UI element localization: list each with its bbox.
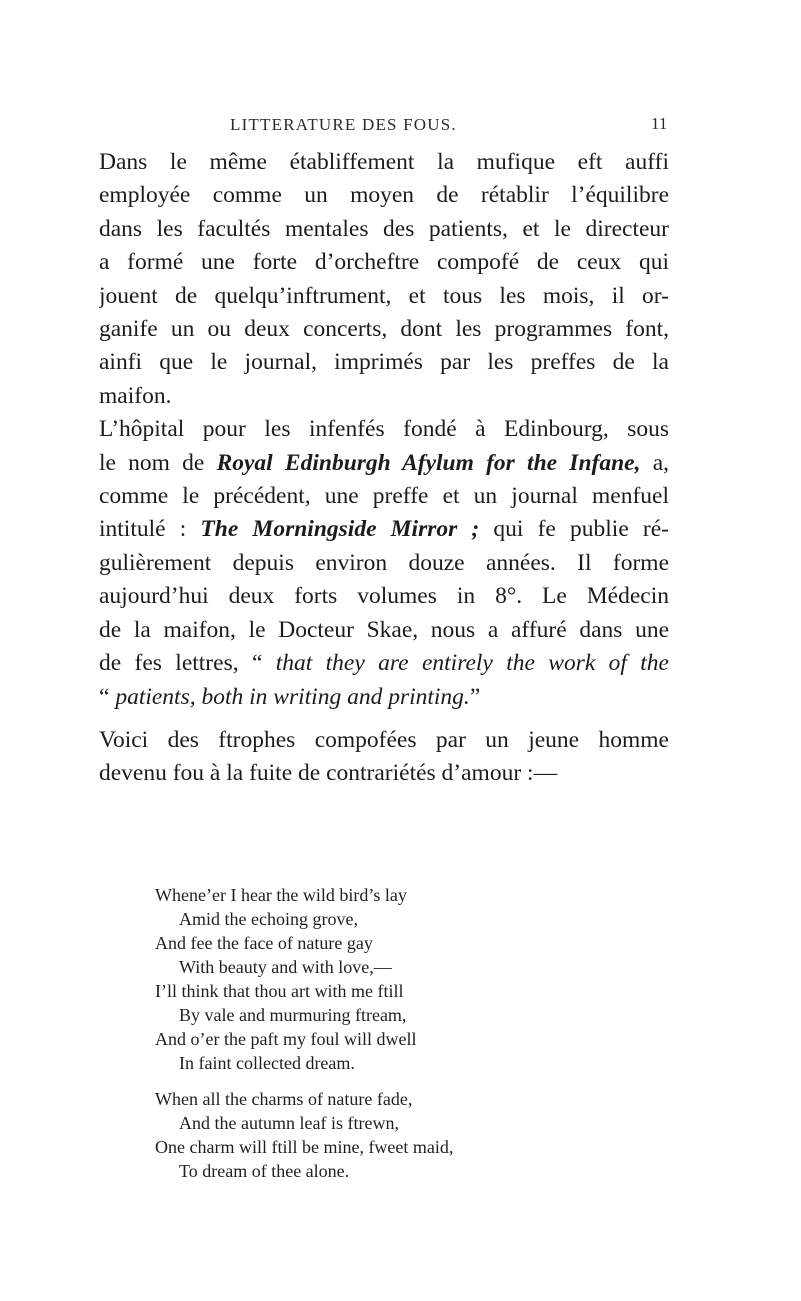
poem-line: When all the charms of nature fade,: [155, 1089, 413, 1109]
paragraph-1-line: employée comme un moyen de rétablir l’équilibre: [99, 182, 669, 209]
poem-line: With beauty and with love,—: [179, 957, 392, 977]
paragraph-2-line: [99, 447, 669, 480]
poem-line: Whene’er I hear the wild bird’s lay: [155, 885, 407, 905]
paragraph-2-line: L’hôpital pour les infenfés fondé à Edinbourg, sous: [99, 416, 669, 443]
paragraph-2-line: de la maifon, le Docteur Skae, nous a affuré dans une: [99, 616, 669, 643]
text-run: “: [99, 683, 116, 710]
paragraph-1-line: a formé une forte d’orcheftre compofé de ceux qui: [99, 249, 669, 276]
page-number: 11: [651, 114, 668, 133]
quotation: patients, both in writing and printing.: [115, 683, 470, 710]
poem-line: And the autumn leaf is ftrewn,: [179, 1113, 399, 1133]
poem-line: In faint collected dream.: [179, 1053, 355, 1073]
paragraph-1-line: maifon.: [99, 382, 172, 409]
paragraph-2-line: [99, 513, 669, 546]
poem-line: One charm will ftill be mine, fweet maid,: [155, 1137, 454, 1157]
text-run: le nom de: [99, 449, 217, 476]
body-text: [99, 146, 669, 791]
text-run: qui fe publie ré-: [479, 516, 669, 543]
running-title: LITTERATURE DES FOUS.: [230, 115, 457, 134]
paragraph-3-line: devenu fou à la fuite de contrariétés d’amour :—: [99, 760, 558, 787]
paragraph-2-line: [99, 647, 669, 680]
text-run: ”: [469, 683, 481, 710]
text-run: a,: [640, 449, 669, 476]
paragraph-2-line: comme le précédent, une preffe et un journal menfuel: [99, 483, 669, 510]
paragraph-1-line: Dans le même établiffement la mufique eft auffi: [99, 149, 669, 175]
poem-line: To dream of thee alone.: [179, 1161, 350, 1181]
text-run: intitulé :: [99, 516, 201, 543]
paragraph-2-line: [99, 681, 669, 714]
asylum-name: Royal Edinburgh Afylum for the Infane,: [216, 449, 641, 476]
text-run: de fes lettres, “: [99, 650, 276, 677]
poem-line: Amid the echoing grove,: [179, 909, 358, 929]
poem-line: And fee the face of nature gay: [155, 933, 373, 953]
paragraph-3-line: Voici des ftrophes compofées par un jeune homme: [99, 726, 669, 753]
paragraph-2-line: gulièrement depuis environ douze années. Il forme: [99, 549, 669, 576]
poem-line: By vale and murmuring ftream,: [179, 1005, 407, 1025]
paragraph-1-line: ganife un ou deux concerts, dont les programmes font,: [99, 316, 669, 343]
paragraph-1-line: dans les facultés mentales des patients, et le directeur: [99, 215, 669, 242]
paragraph-2-line: aujourd’hui deux forts volumes in 8°. Le Médecin: [99, 583, 669, 610]
paragraph-1-line: ainfi que le journal, imprimés par les preffes de la: [99, 349, 669, 376]
quotation: that they are entirely the work of the: [275, 650, 669, 677]
journal-title: The Morningside Mirror ;: [200, 516, 480, 543]
paragraph-1-line: jouent de quelqu’inftrument, et tous les mois, il or-: [99, 282, 669, 309]
poem-stanza-1: [155, 883, 625, 1075]
poem-line: I’ll think that thou art with me ftill: [155, 981, 404, 1001]
poem-stanza-2: [155, 1087, 625, 1183]
poem-line: And o’er the paft my foul will dwell: [155, 1029, 417, 1049]
